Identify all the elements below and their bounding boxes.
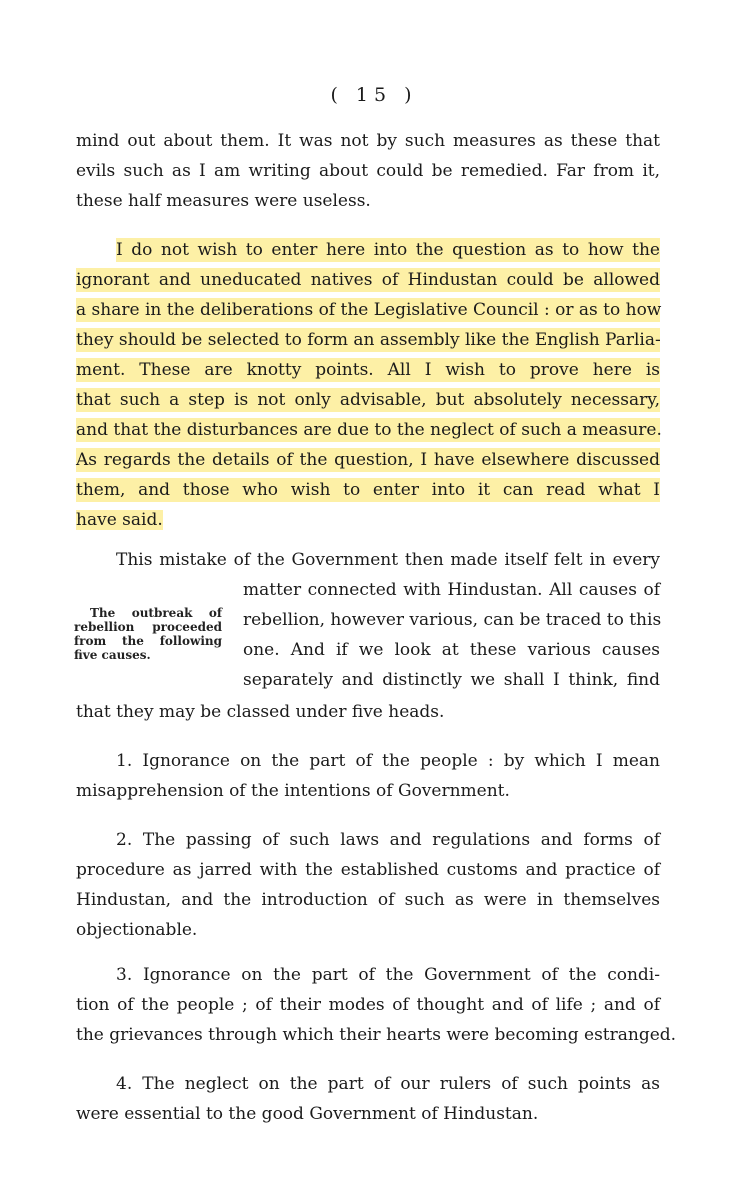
margin-note-line: from the following xyxy=(74,634,222,648)
text-line: mind out about them. It was not by such measures as these that xyxy=(76,131,660,151)
highlighted-line: them, and those who wish to enter into it can read what I xyxy=(76,480,660,500)
highlighted-line: and that the disturbances are due to the neglect of such a measure. xyxy=(76,420,662,440)
text-line: tion of the people ; of their modes of thought and of life ; and of xyxy=(76,995,660,1015)
highlighted-line: they should be selected to form an assembly like the English Parlia- xyxy=(76,330,661,350)
text-line: procedure as jarred with the established customs and practice of xyxy=(76,860,660,880)
text-line: 3. Ignorance on the part of the Government of the condi- xyxy=(116,965,660,985)
text-line: objectionable. xyxy=(76,920,198,940)
text-line: these half measures were useless. xyxy=(76,191,371,211)
text-line: matter connected with Hindustan. All causes of xyxy=(243,580,660,600)
margin-note-line: The outbreak of xyxy=(90,606,222,620)
text-line: the grievances through which their hearts were becoming estranged. xyxy=(76,1025,677,1045)
margin-note-line: five causes. xyxy=(74,648,151,662)
text-line: This mistake of the Government then made itself felt in every xyxy=(116,550,660,570)
text-line: that they may be classed under five heads. xyxy=(76,702,445,722)
highlighted-line xyxy=(76,508,164,532)
highlighted-line: a share in the deliberations of the Legislative Council : or as to how xyxy=(76,300,662,320)
text-line: evils such as I am writing about could be remedied. Far from it, xyxy=(76,161,660,181)
highlighted-line: ignorant and uneducated natives of Hindustan could be allowed xyxy=(76,270,660,290)
text-line: separately and distinctly we shall I think, find xyxy=(243,670,660,690)
margin-note xyxy=(74,606,222,662)
text-line: one. And if we look at these various causes xyxy=(243,640,660,660)
text-line: misapprehension of the intentions of Government. xyxy=(76,781,510,801)
highlighted-text: have said. xyxy=(76,510,163,530)
highlighted-line: As regards the details of the question, I have elsewhere discussed xyxy=(76,450,660,470)
margin-note-line: rebellion proceeded xyxy=(74,620,222,634)
text-line: rebellion, however various, can be traced to this xyxy=(243,610,662,630)
page-number: ( 15 ) xyxy=(330,84,418,106)
text-line: Hindustan, and the introduction of such as were in themselves xyxy=(76,890,660,910)
highlighted-line: that such a step is not only advisable, but absolutely necessary, xyxy=(76,390,660,410)
highlighted-line: I do not wish to enter here into the question as to how the xyxy=(116,240,660,260)
text-line: 4. The neglect on the part of our rulers of such points as xyxy=(116,1074,660,1094)
text-line: were essential to the good Government of Hindustan. xyxy=(76,1104,539,1124)
highlighted-line: ment. These are knotty points. All I wish to prove here is xyxy=(76,360,660,380)
text-line: 2. The passing of such laws and regulations and forms of xyxy=(116,830,660,850)
text-line: 1. Ignorance on the part of the people : by which I mean xyxy=(116,751,660,771)
